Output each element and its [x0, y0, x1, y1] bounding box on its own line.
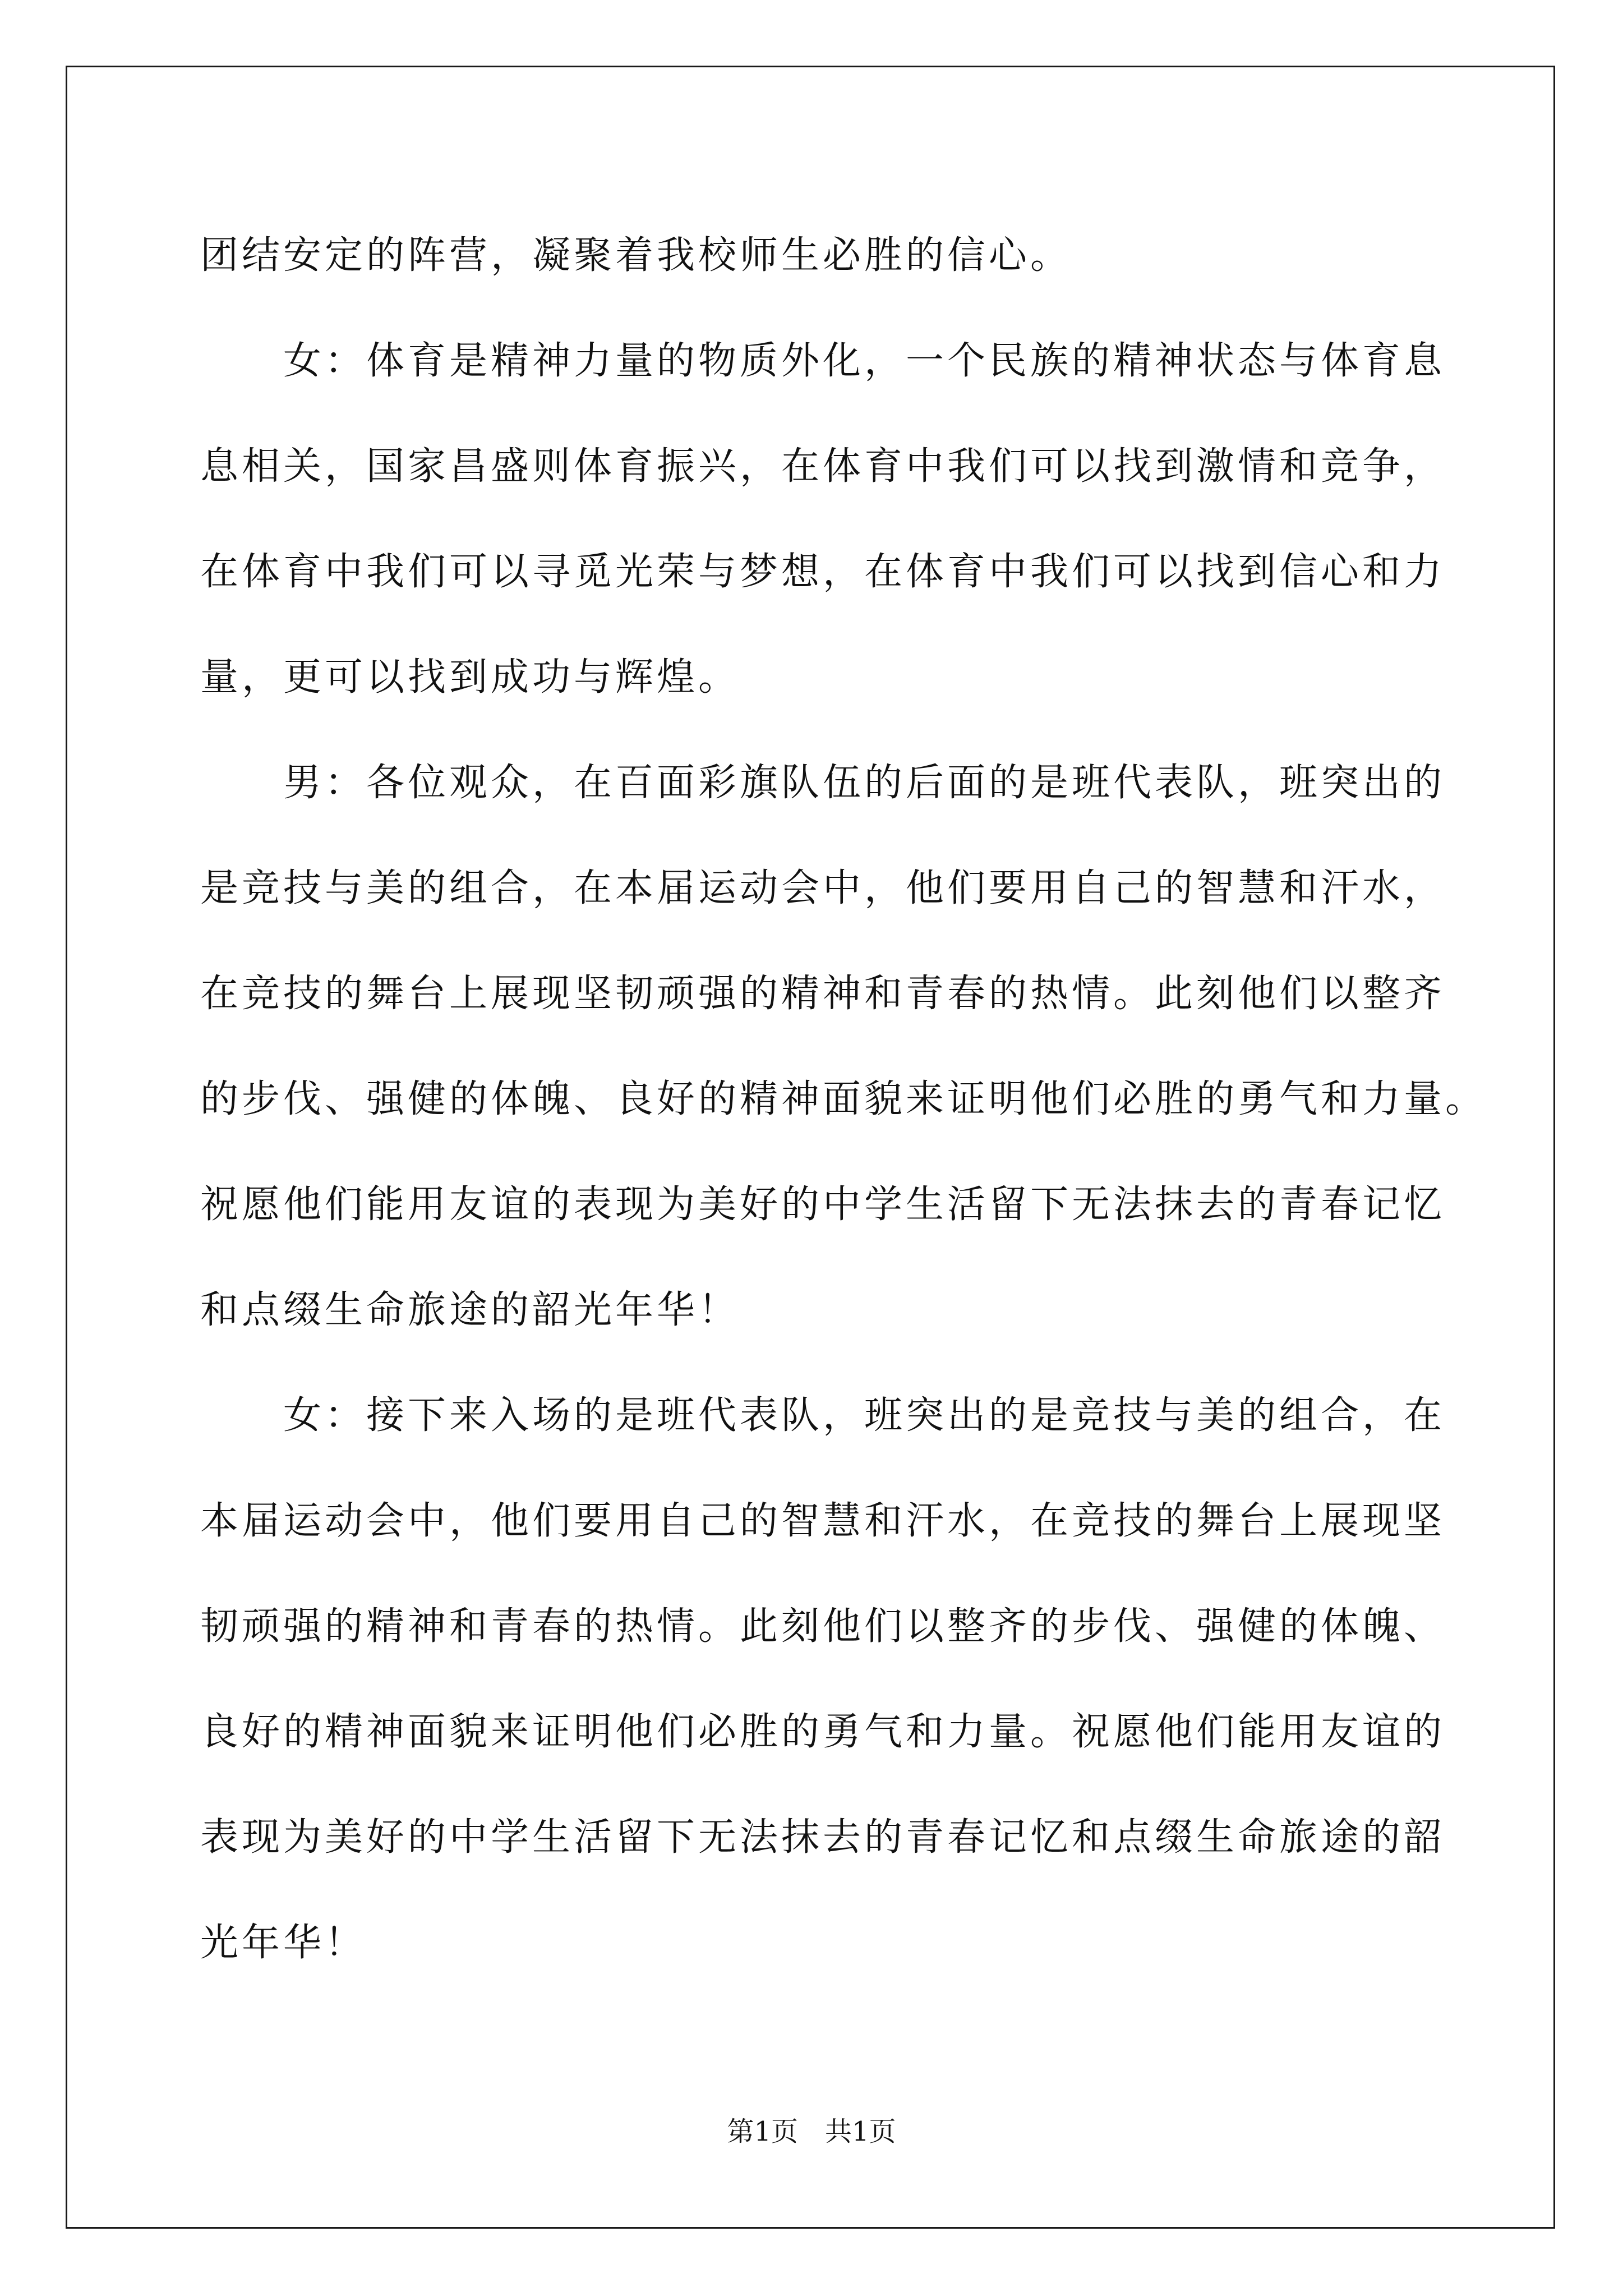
document-body [200, 203, 1487, 1996]
text-line: 团结安定的阵营，凝聚着我校师生必胜的信心。 [200, 233, 1072, 278]
text-line: 在体育中我们可以寻觅光荣与梦想，在体育中我们可以找到信心和力 [200, 550, 1446, 594]
page-number-footer: 第1页 共1页 [727, 2116, 896, 2147]
text-line: 的步伐、强健的体魄、良好的精神面貌来证明他们必胜的勇气和力量。 [200, 1077, 1487, 1121]
text-line: 息相关，国家昌盛则体育振兴，在体育中我们可以找到激情和竞争， [200, 444, 1446, 489]
text-line: 光年华！ [200, 1921, 367, 1965]
text-line: 本届运动会中，他们要用自己的智慧和汗水，在竞技的舞台上展现坚 [200, 1499, 1446, 1543]
text-line: 祝愿他们能用友谊的表现为美好的中学生活留下无法抹去的青春记忆 [200, 1182, 1446, 1227]
text-line: 表现为美好的中学生活留下无法抹去的青春记忆和点缀生命旅途的韶 [200, 1815, 1446, 1860]
text-line: 女：体育是精神力量的物质外化，一个民族的精神状态与体育息 [200, 339, 1446, 383]
text-line: 韧顽强的精神和青春的热情。此刻他们以整齐的步伐、强健的体魄、 [200, 1604, 1446, 1649]
text-line: 良好的精神面貌来证明他们必胜的勇气和力量。祝愿他们能用友谊的 [200, 1710, 1446, 1754]
text-line: 是竞技与美的组合，在本届运动会中，他们要用自己的智慧和汗水， [200, 866, 1446, 910]
text-line: 和点缀生命旅途的韶光年华！ [200, 1288, 740, 1332]
text-line: 女：接下来入场的是班代表队，班突出的是竞技与美的组合，在 [200, 1393, 1446, 1438]
text-line: 男：各位观众，在百面彩旗队伍的后面的是班代表队，班突出的 [200, 761, 1446, 805]
text-line: 在竞技的舞台上展现坚韧顽强的精神和青春的热情。此刻他们以整齐 [200, 972, 1446, 1016]
text-line: 量，更可以找到成功与辉煌。 [200, 655, 740, 700]
